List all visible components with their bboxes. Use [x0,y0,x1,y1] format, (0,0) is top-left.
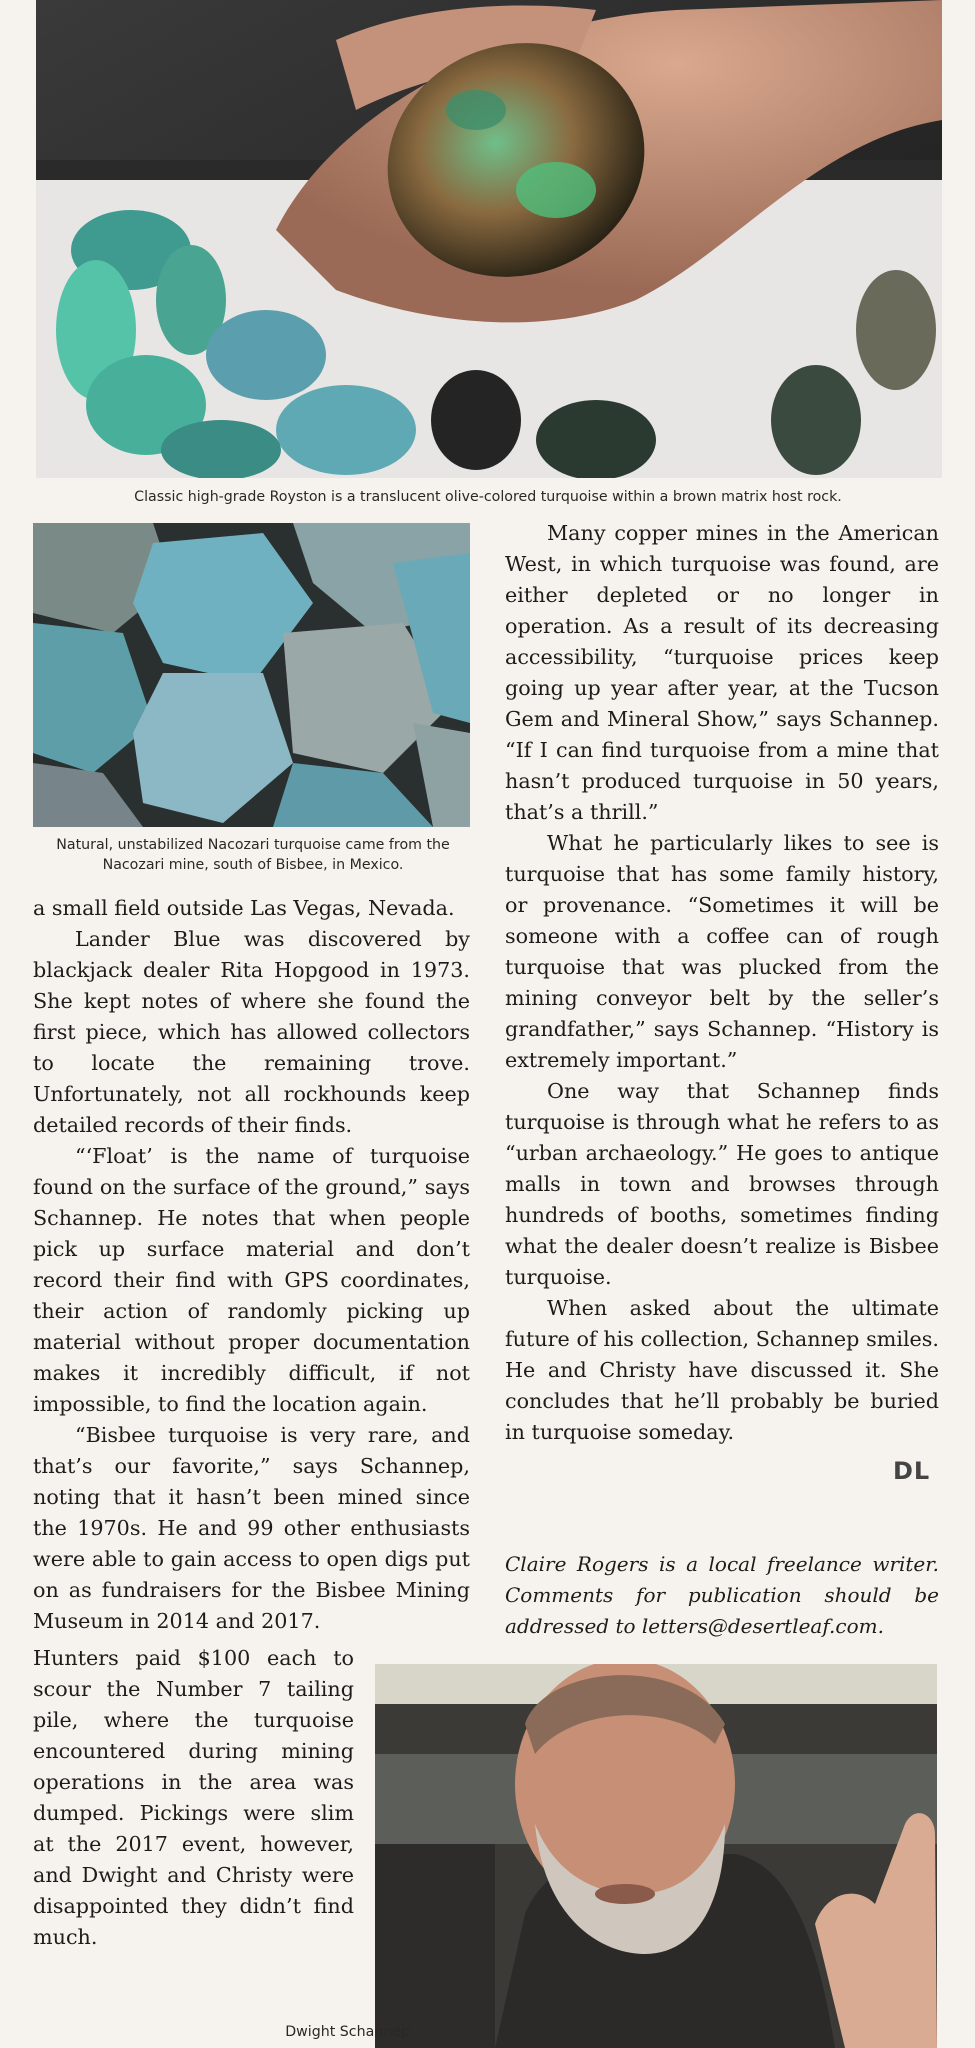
nacozari-turquoise-photo [33,523,470,827]
article-left-column-continued [33,1643,354,1953]
signature-mark: DL [893,1457,931,1485]
paragraph: “‘Float’ is the name of turquoise found on the surface of the ground,” says Schannep. He notes that when people pick up surface material and don’t record their find with GPS coordinates, their action of randomly picking up material without proper documentation makes it incredibly difficult, if not impossible, to find the location again. [33,1144,470,1416]
paragraph: Hunters paid $100 each to scour the Number 7 tailing pile, where the turquoise encountered during mining operations in the area was dumped. Pickings were slim at the 2017 event, however, and Dwight and Christy were disappointed they didn’t find much. [33,1646,354,1949]
caption-royston: Classic high-grade Royston is a translucent olive-colored turquoise within a brown matrix host rock. [134,489,842,505]
paragraph: Many copper mines in the American West, in which turquoise was found, are either depleted or no longer in operation. As a result of its decreasing accessibility, “turquoise prices keep going up year after year, at the Tucson Gem and Mineral Show,” says Schannep. “If I can find turquoise from a mine that hasn’t produced turquoise in 50 years, that’s a thrill.” [505,521,939,824]
dwight-schannep-photo [375,1664,937,2048]
paragraph: “Bisbee turquoise is very rare, and that’s our favorite,” says Schannep, noting that it hasn’t been mined since the 1970s. He and 99 other enthusiasts were able to gain access to open digs put on as fundraisers for the Bisbee Mining Museum in 2014 and 2017. [33,1423,470,1633]
author-bio: Claire Rogers is a local freelance writer. Comments for publication should be addressed to letters@desertleaf.com. [505,1552,939,1638]
caption-dwight-schannep: Dwight Schannep [285,2024,410,2040]
article-left-column [33,893,470,1637]
paragraph: Lander Blue was discovered by blackjack dealer Rita Hopgood in 1973. She kept notes of where she found the first piece, which has allowed collectors to locate the remaining trove. Unfortunately, not all rockhounds keep detailed records of their finds. [33,927,470,1137]
paragraph: One way that Schannep finds turquoise is through what he refers to as “urban archaeology.” He goes to antique malls in town and browses through hundreds of booths, sometimes finding what the dealer doesn’t realize is Bisbee turquoise. [505,1079,939,1289]
paragraph: What he particularly likes to see is turquoise that has some family history, or provenance. “Sometimes it will be someone with a coffee can of rough turquoise that was plucked from the mining conveyor belt by the seller’s grandfather,” says Schannep. “History is extremely important.” [505,831,939,1072]
paragraph: a small field outside Las Vegas, Nevada. [33,896,455,920]
article-right-column [505,518,939,1448]
caption-nacozari: Natural, unstabilized Nacozari turquoise came from the Nacozari mine, south of Bisbee, in Mexico. [56,837,450,873]
royston-turquoise-photo [36,0,942,478]
paragraph: When asked about the ultimate future of his collection, Schannep smiles. He and Christy have discussed it. She concludes that he’ll probably be buried in turquoise someday. [505,1296,939,1444]
